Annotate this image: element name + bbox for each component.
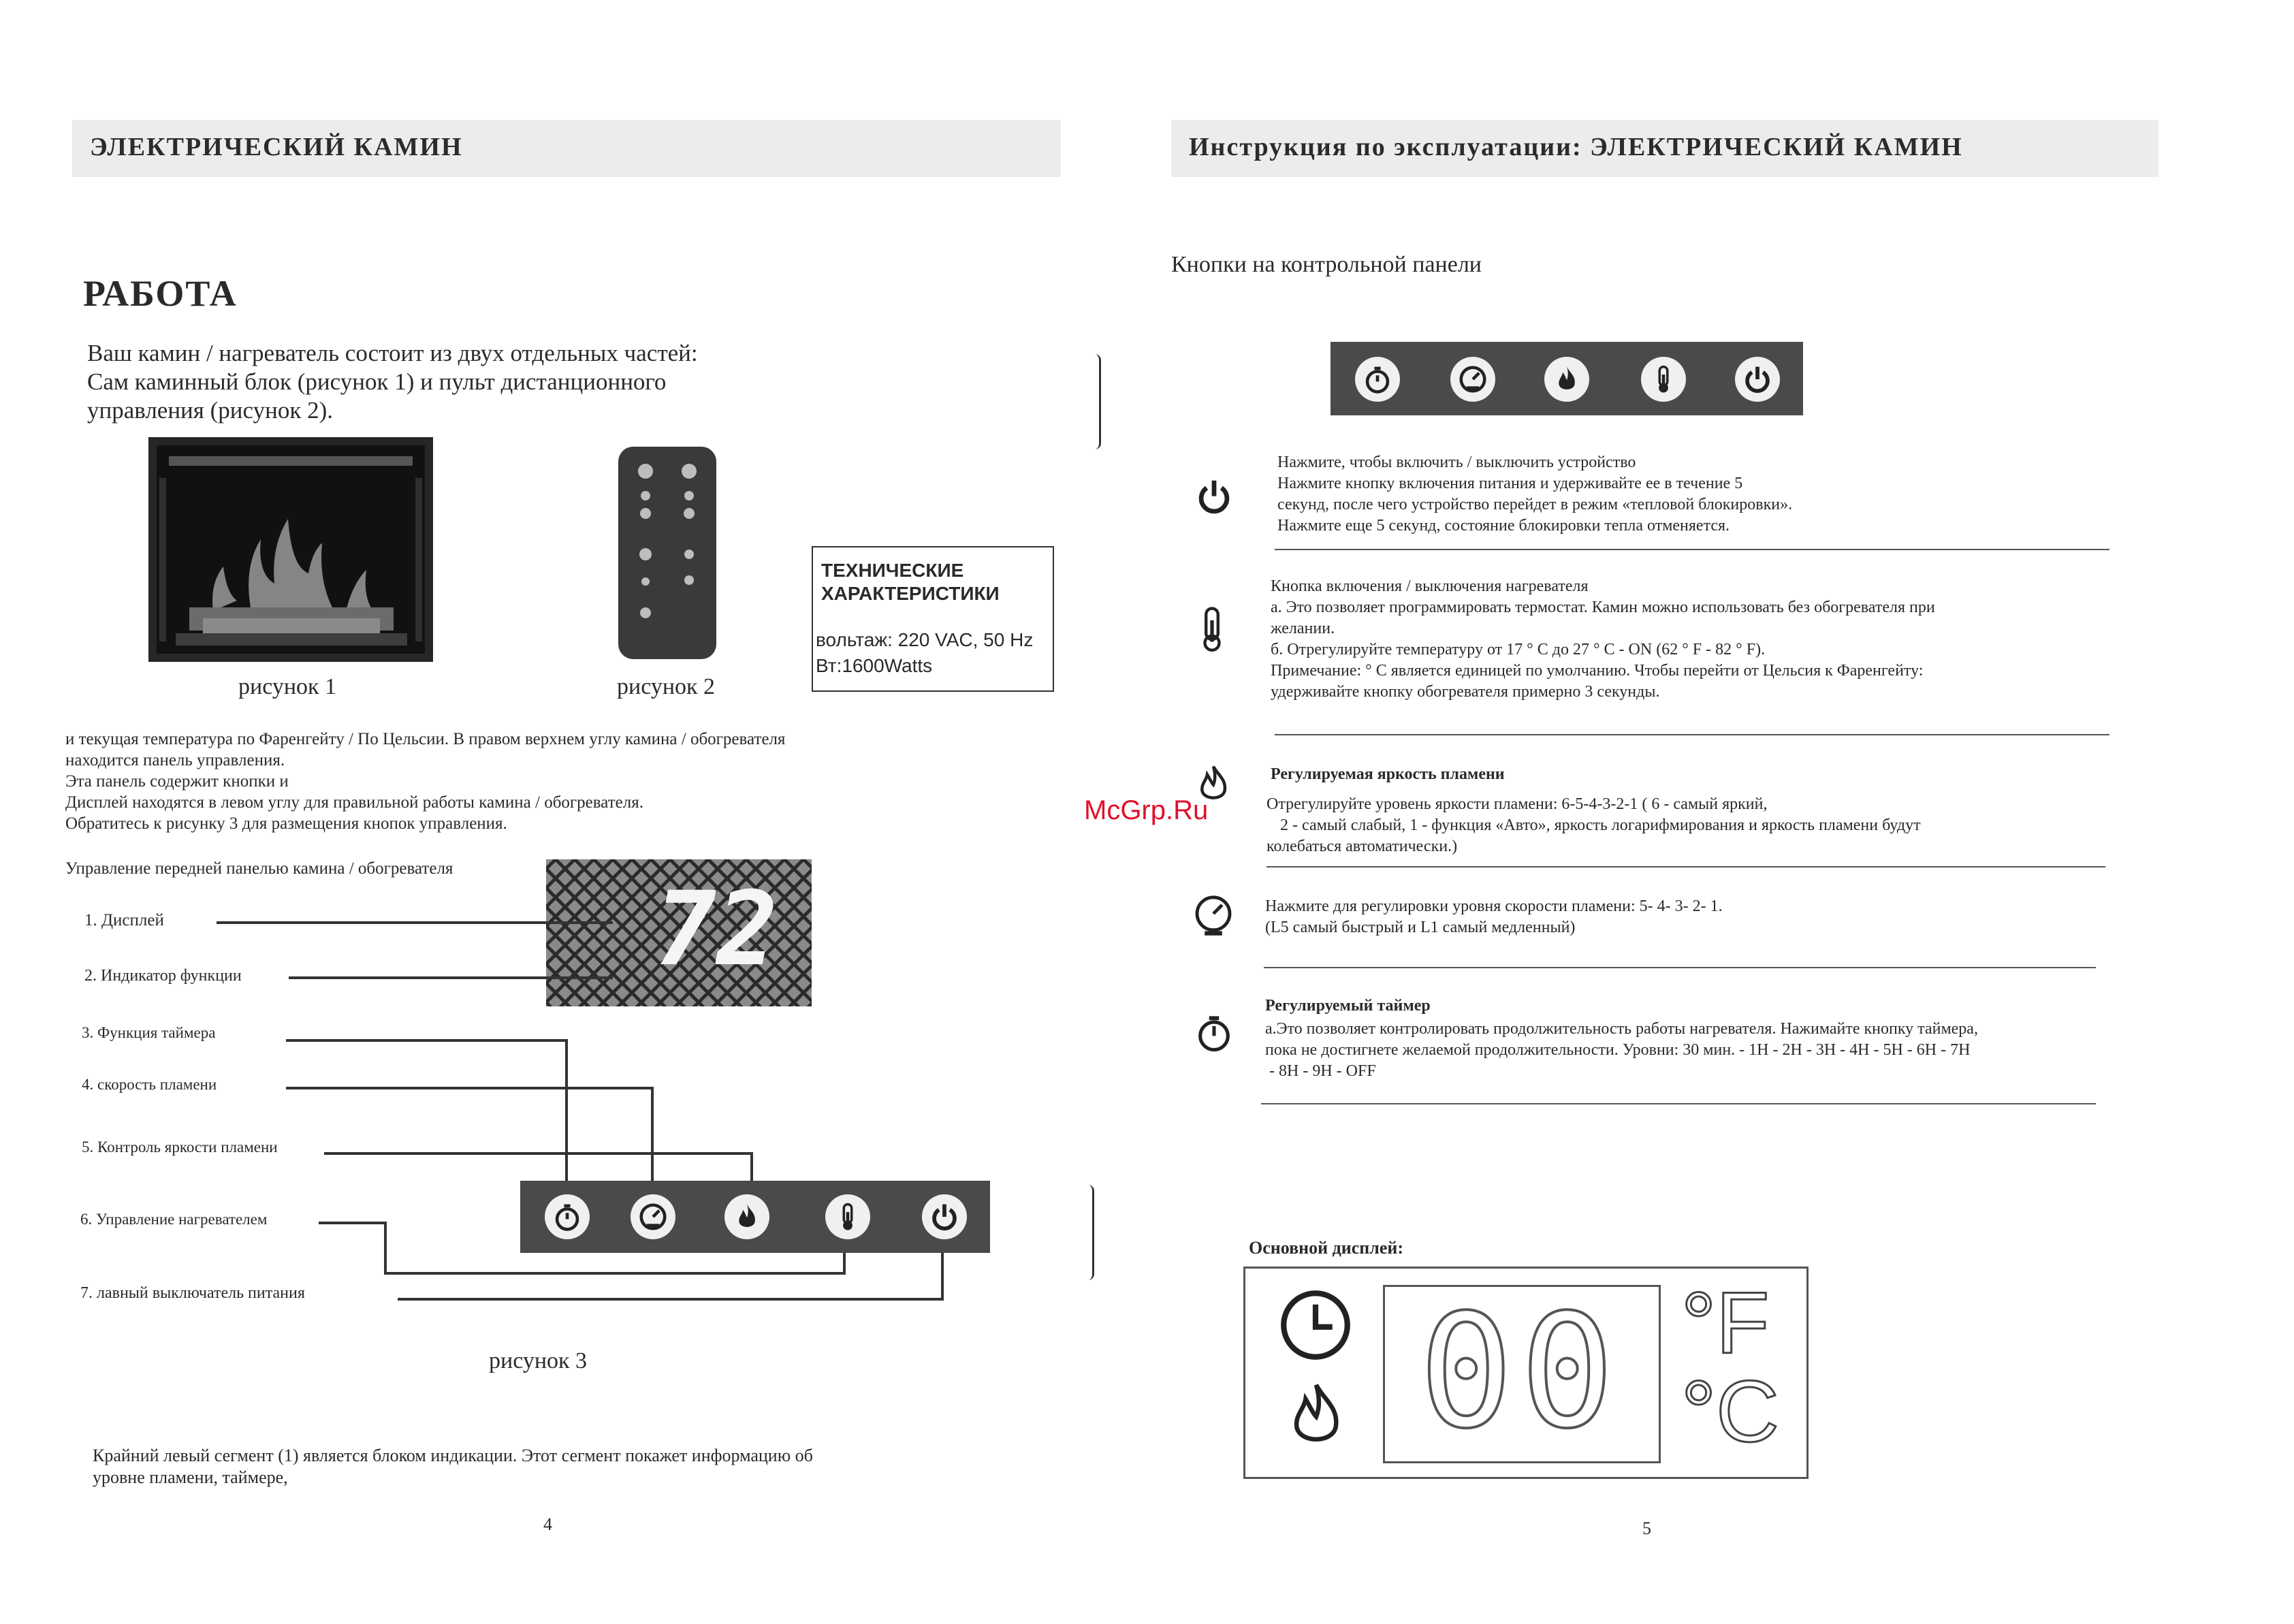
timer-icon <box>552 1201 583 1232</box>
thermometer-icon <box>832 1201 863 1232</box>
leader-brightness-h <box>324 1152 753 1155</box>
leader-speed-h <box>286 1087 654 1089</box>
leader-power-v <box>941 1253 944 1301</box>
unit-fahrenheit: °F <box>1681 1275 1770 1372</box>
panel-timer-button[interactable] <box>1355 357 1400 402</box>
right-header-title: Инструкция по эксплуатации: ЭЛЕКТРИЧЕСКИЙ КАМИН <box>1189 133 1963 161</box>
binding-mark-top <box>1095 354 1101 449</box>
remote-image <box>618 447 716 659</box>
figure3-caption: рисунок 3 <box>489 1348 588 1373</box>
flame-icon <box>731 1201 763 1232</box>
display-image <box>546 859 812 1006</box>
power-description: Нажмите, чтобы включить / выключить устройство Нажмите кнопку включения питания и удерживайте ее в течение 5 секунд, после чего устройство перейдет в режим «тепловой блокировки». Нажмите еще 5 секунд, состояние блокировки тепла отменяется. <box>1277 453 1793 535</box>
intro-text: Ваш камин / нагреватель состоит из двух отдельных частей: Сам каминный блок (рисунок 1) и пульт дистанционного управления (рисунок 2). <box>87 340 698 424</box>
leader-display <box>217 921 613 924</box>
label-timer: 3. Функция таймера <box>82 1024 216 1041</box>
timer-icon <box>1194 1010 1234 1055</box>
timer-description: а.Это позволяет контролировать продолжительность работы нагревателя. Нажимайте кнопку таймера, пока не достигнете желаемой продолжительности. Уровни: 30 мин. - 1H - 2H - 3H - 4H - 5H - 6H - 7H - 8H - 9H - OFF <box>1265 1020 1978 1080</box>
body-text: и текущая температура по Фаренгейту / По Цельсии. В правом верхнем углу камина / обогревателя находится панель управления. Эта панель содержит кнопки и Дисплей находятся в левом углу для правильной работы камина / обогревателя. Обратитесь к рисунку 3 для размещения кнопок управления. <box>65 730 786 833</box>
flame-icon <box>1281 1378 1352 1452</box>
heater-description: Кнопка включения / выключения нагревателя а. Это позволяет программировать термостат. Камин можно использовать без обогревателя при желании. б. Отрегулируйте температуру от 17 ° C до 27 ° C - ON (62 ° F - 82 ° F). Примечание: ° C является единицей по умолчанию. Чтобы перейти от Цельсия к Фаренгейту: удерживайте кнопку обогревателя примерно 3 секунды. <box>1271 577 1935 701</box>
binding-mark-bottom <box>1088 1185 1094 1280</box>
figure2-caption: рисунок 2 <box>617 674 716 699</box>
timer-title: Регулируемый таймер <box>1265 997 1431 1015</box>
divider <box>1261 1103 2096 1104</box>
power-icon <box>1196 477 1232 518</box>
main-display <box>1243 1267 1809 1479</box>
flame-speed-icon <box>637 1201 669 1232</box>
right-page-number: 5 <box>1642 1518 1651 1538</box>
main-display-screen <box>1383 1281 1661 1463</box>
leader-timer-h <box>286 1039 568 1042</box>
thermometer-icon <box>1648 364 1679 395</box>
flame-description: Отрегулируйте уровень яркости пламени: 6-5-4-3-2-1 ( 6 - самый яркий, 2 - самый слабый, 1 - функция «Авто», яркость логарифмирования и яркость пламени будут колебаться автоматически.) <box>1267 795 1921 855</box>
leader-brightness-v <box>750 1152 753 1181</box>
watermark: McGrp.Ru <box>1084 795 1209 825</box>
divider <box>1275 549 2109 550</box>
label-flame-brightness: 5. Контроль яркости пламени <box>82 1139 278 1156</box>
label-indicator: 2. Индикатор функции <box>84 967 242 985</box>
panel-speed-button[interactable] <box>1450 357 1495 402</box>
divider <box>1275 734 2109 735</box>
speed-description: Нажмите для регулировки уровня скорости пламени: 5- 4- 3- 2- 1. (L5 самый быстрый и L1 самый медленный) <box>1265 897 1723 936</box>
power-icon <box>1742 364 1773 395</box>
footer-text: Крайний левый сегмент (1) является блоком индикации. Этот сегмент покажет информацию об уровне пламени, таймере, <box>93 1446 813 1487</box>
display-digits: 72 <box>655 870 778 989</box>
left-page-header <box>72 120 1061 177</box>
flame-icon <box>1193 761 1234 806</box>
right-page-header <box>1171 120 2158 177</box>
divider <box>1267 866 2105 867</box>
panel3-flame-button[interactable] <box>724 1194 769 1239</box>
flame-speed-icon <box>1457 364 1488 395</box>
timer-icon <box>1362 364 1393 395</box>
leader-speed-v <box>651 1087 654 1181</box>
power-icon <box>929 1201 960 1232</box>
flame-icon <box>1551 364 1582 395</box>
panel-heater-button[interactable] <box>1641 357 1686 402</box>
unit-celsius: °C <box>1681 1363 1779 1461</box>
panel3-speed-button[interactable] <box>631 1194 675 1239</box>
flame-title: Регулируемая яркость пламени <box>1271 765 1505 783</box>
leader-indicator <box>289 976 613 979</box>
leader-heater-v1 <box>384 1222 387 1275</box>
figure1-caption: рисунок 1 <box>238 674 337 699</box>
leader-heater-v2 <box>843 1253 846 1275</box>
fireplace-image <box>148 437 433 662</box>
main-display-digits: 00 <box>1419 1281 1621 1463</box>
label-power: 7. лавный выключатель питания <box>80 1284 305 1302</box>
right-subtitle: Кнопки на контрольной панели <box>1171 252 1482 277</box>
leader-heater-h1 <box>319 1222 387 1224</box>
label-flame-speed: 4. скорость пламени <box>82 1076 217 1093</box>
divider <box>1264 967 2096 968</box>
label-display: 1. Дисплей <box>84 911 164 929</box>
panel-power-button[interactable] <box>1735 357 1780 402</box>
panel-flame-button[interactable] <box>1544 357 1589 402</box>
section-title: РАБОТА <box>83 273 238 314</box>
left-page-number: 4 <box>543 1514 552 1534</box>
specs-title-2: ХАРАКТЕРИСТИКИ <box>821 583 1000 604</box>
leader-power-h <box>398 1298 944 1301</box>
flame-speed-icon <box>1192 893 1235 938</box>
clock-icon <box>1278 1288 1353 1363</box>
label-heater: 6. Управление нагревателем <box>80 1211 268 1228</box>
panel3-heater-button[interactable] <box>825 1194 870 1239</box>
main-display-title: Основной дисплей: <box>1249 1238 1404 1258</box>
specs-title-1: ТЕХНИЧЕСКИЕ <box>821 560 964 581</box>
thermometer-icon <box>1198 606 1226 654</box>
specs-box <box>812 546 1054 692</box>
specs-voltage: вольтаж: 220 VAC, 50 Hz <box>816 629 1034 650</box>
figure3-title: Управление передней панелью камина / обогревателя <box>65 859 453 878</box>
leader-timer-v <box>565 1039 568 1181</box>
panel3-timer-button[interactable] <box>545 1194 590 1239</box>
leader-heater-h2 <box>384 1272 846 1275</box>
panel3-power-button[interactable] <box>922 1194 967 1239</box>
figure3-control-panel <box>520 1181 990 1253</box>
control-panel <box>1331 342 1803 415</box>
specs-power: Вт:1600Watts <box>816 655 933 676</box>
left-header-title: ЭЛЕКТРИЧЕСКИЙ КАМИН <box>90 133 463 161</box>
